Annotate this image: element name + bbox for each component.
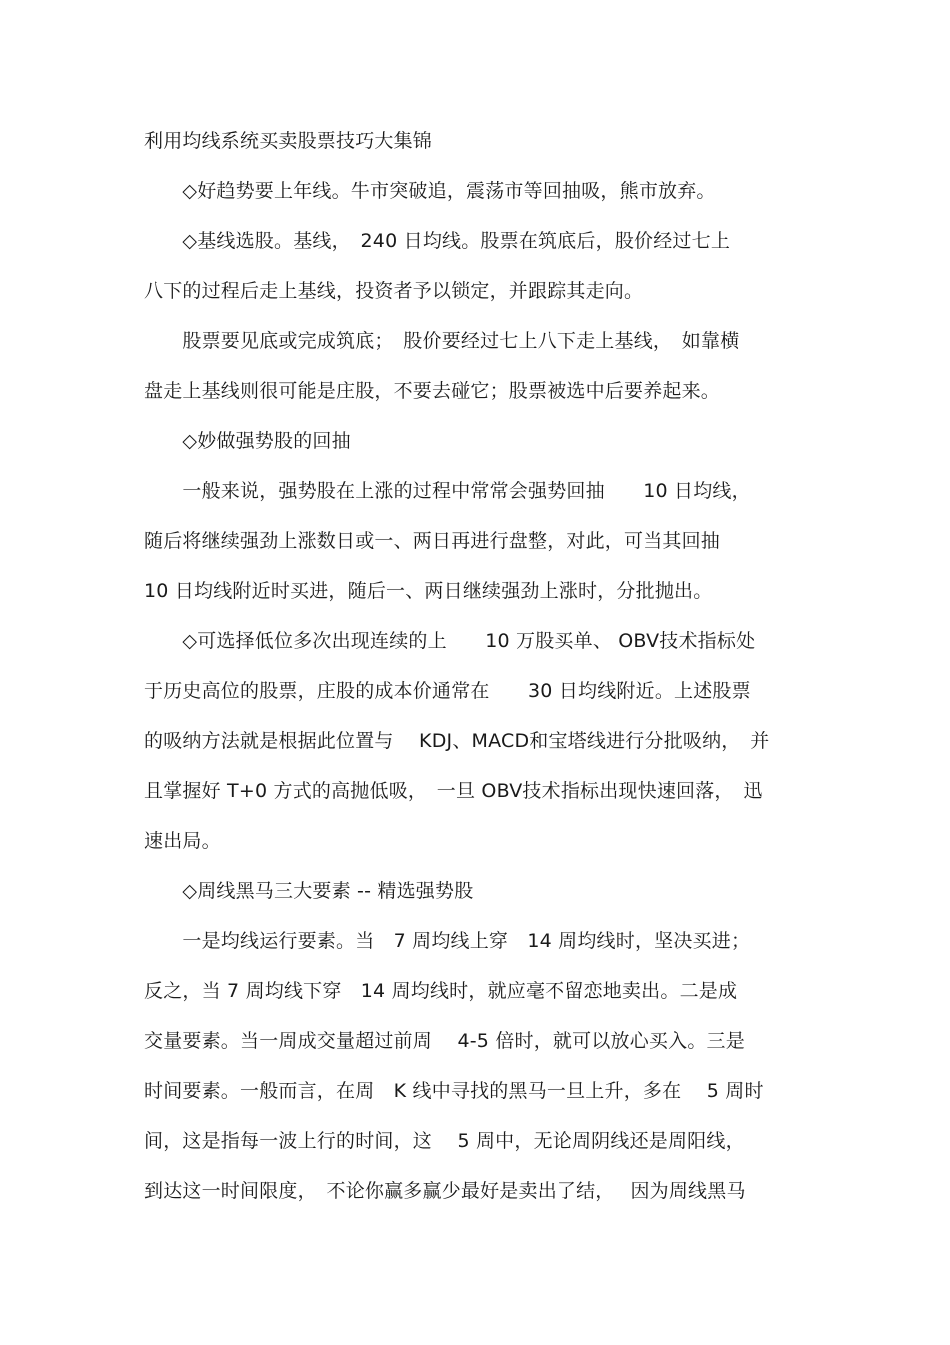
paragraph-line: 时间要素。一般而言，在周 K 线中寻找的黑马一旦上升，多在 5 周时	[144, 1080, 764, 1102]
document-title: 利用均线系统买卖股票技巧大集锦	[144, 130, 433, 152]
paragraph-line: 股票要见底或完成筑底； 股价要经过七上八下走上基线， 如靠横	[144, 330, 740, 352]
paragraph-line: 反之，当 7 周均线下穿 14 周均线时，就应毫不留恋地卖出。二是成	[144, 980, 738, 1002]
section-heading: ◇周线黑马三大要素 -- 精选强势股	[144, 880, 474, 902]
paragraph-line: 的吸纳方法就是根据此位置与 KDJ、MACD和宝塔线进行分批吸纳， 并	[144, 730, 770, 752]
paragraph-line: 一是均线运行要素。当 7 周均线上穿 14 周均线时，坚决买进；	[144, 930, 751, 952]
paragraph-line: 且掌握好 T+0 方式的高抛低吸， 一旦 OBV技术指标出现快速回落， 迅	[144, 780, 763, 802]
paragraph-line: 随后将继续强劲上涨数日或一、两日再进行盘整，对此，可当其回抽	[144, 530, 721, 552]
paragraph-line: 到达这一时间限度， 不论你赢多赢少最好是卖出了结， 因为周线黑马	[144, 1180, 746, 1202]
paragraph-line: 于历史高位的股票，庄股的成本价通常在 30 日均线附近。上述股票	[144, 680, 751, 702]
paragraph-line: 八下的过程后走上基线，投资者予以锁定，并跟踪其走向。	[144, 280, 644, 302]
paragraph-line: ◇可选择低位多次出现连续的上 10 万股买单、 OBV技术指标处	[144, 630, 756, 652]
section-heading: ◇妙做强势股的回抽	[144, 430, 351, 452]
paragraph-line: 间，这是指每一波上行的时间，这 5 周中，无论周阴线还是周阳线，	[144, 1130, 745, 1152]
paragraph-line: 一般来说，强势股在上涨的过程中常常会强势回抽 10 日均线，	[144, 480, 751, 502]
paragraph-line: 交量要素。当一周成交量超过前周 4-5 倍时，就可以放心买入。三是	[144, 1030, 745, 1052]
paragraph-line: 盘走上基线则很可能是庄股，不要去碰它；股票被选中后要养起来。	[144, 380, 721, 402]
paragraph-line: 速出局。	[144, 830, 221, 852]
paragraph-line: 10 日均线附近时买进，随后一、两日继续强劲上涨时，分批抛出。	[144, 580, 713, 602]
paragraph-line: ◇基线选股。基线， 240 日均线。股票在筑底后，股价经过七上	[144, 230, 731, 252]
paragraph-line: ◇好趋势要上年线。牛市突破追，震荡市等回抽吸，熊市放弃。	[144, 180, 716, 202]
